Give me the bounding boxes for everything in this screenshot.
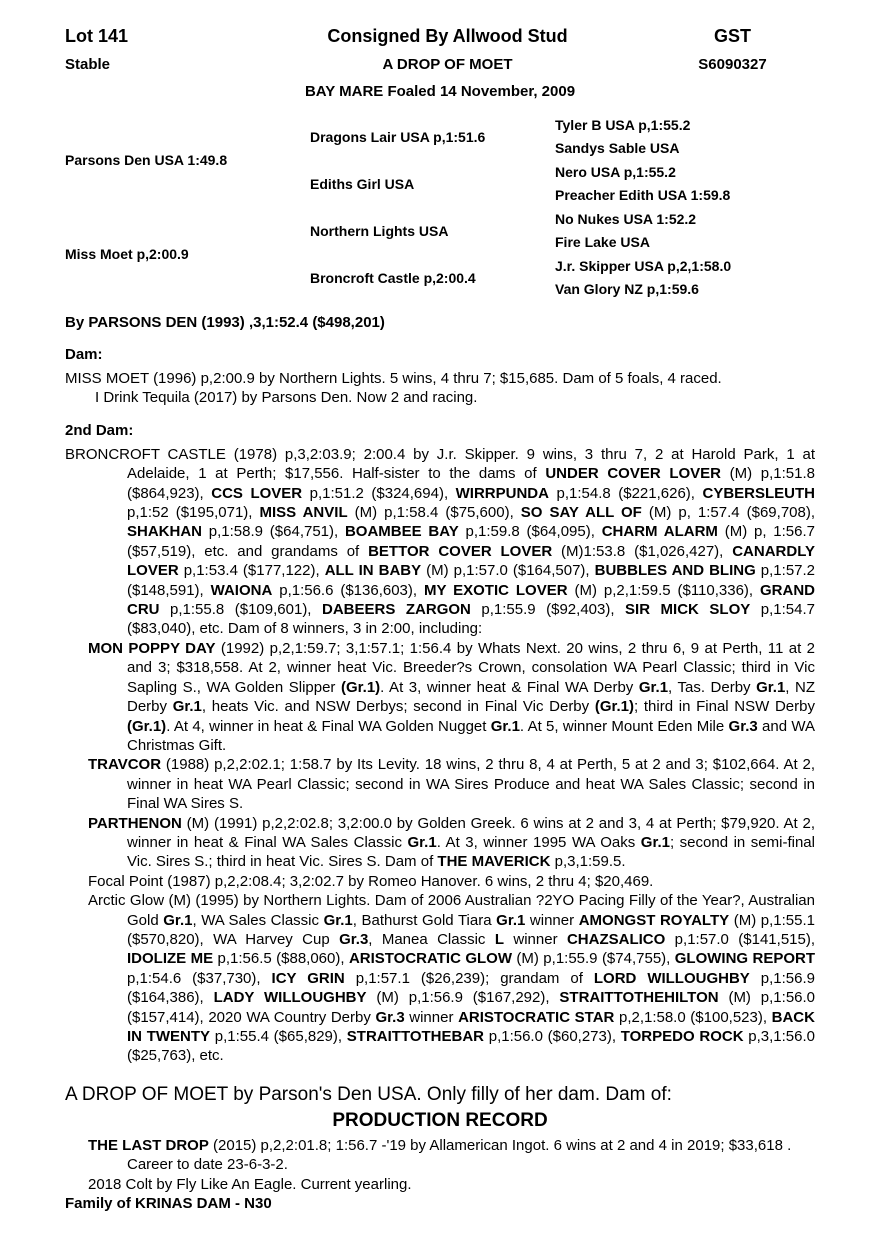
horse-name-bold: ARISTOCRATIC STAR xyxy=(458,1008,615,1026)
horse-name-bold: BOAMBEE BAY xyxy=(344,523,459,541)
horse-name-bold: MON POPPY DAY xyxy=(88,639,216,657)
second-dam-paragraph xyxy=(88,891,815,1066)
record-text: Focal Point (1987) p,2,2:08.4; 3,2:02.7 by Romeo Hanover. 6 wins, 2 thru 4; $20,469. xyxy=(88,872,654,890)
horse-name-bold: GRAND CRU xyxy=(127,581,816,619)
lot-number: Lot 141 xyxy=(65,26,129,46)
header-center xyxy=(245,26,650,73)
horse-name-bold: STRAITTOTHEHILTON xyxy=(559,989,719,1007)
horse-name-bold: LADY WILLOUGHBY xyxy=(213,989,367,1007)
horse-name-bold: (Gr.1) xyxy=(127,717,167,735)
horse-name-bold: SHAKHAN xyxy=(127,523,202,541)
record-text: p,1:57.1 ($26,239); grandam of xyxy=(344,969,594,987)
production-entry xyxy=(88,1175,815,1194)
record-text: p,1:57.0 ($141,515), xyxy=(665,930,816,948)
record-text: Arctic Glow (M) (1995) by Northern Lights. Dam of 2006 Australian ?2YO Pacing Filly of the Year?, Australian Gold xyxy=(88,892,815,929)
record-text: 2018 Colt by Fly Like An Eagle. Current yearling. xyxy=(88,1175,412,1193)
horse-name-bold: Gr.1 xyxy=(640,833,670,851)
pedigree-generation-3 xyxy=(555,113,815,301)
horse-name-bold: UNDER COVER LOVER xyxy=(545,465,721,483)
summary-line: A DROP OF MOET by Parson's Den USA. Only filly of her dam. Dam of: xyxy=(65,1083,672,1105)
record-text: p,1:56.6 ($136,603), xyxy=(272,581,424,599)
horse-name-bold: CCS LOVER xyxy=(211,484,303,502)
pedigree-ancestor-gen3: Van Glory NZ p,1:59.6 xyxy=(555,281,699,298)
pedigree-ancestor-gen2: Ediths Girl USA xyxy=(310,175,415,192)
pedigree-ancestor-gen3: Preacher Edith USA 1:59.8 xyxy=(555,187,731,204)
horse-name-bold: ARISTOCRATIC GLOW xyxy=(348,950,512,968)
horse-name-bold: STRAITTOTHEBAR xyxy=(346,1028,485,1045)
record-text: p,3,1:59.5. xyxy=(550,853,626,871)
record-text: . At 4, winner in heat & Final WA Golden Nugget xyxy=(166,717,491,735)
horse-name-bold: MY EXOTIC LOVER xyxy=(423,581,568,599)
record-text: p,1:53.4 ($177,122), xyxy=(178,562,325,580)
horse-name-bold: CYBERSLEUTH xyxy=(702,484,815,502)
record-text: , Bathurst Gold Tiara xyxy=(352,911,497,929)
pedigree-ancestor-gen2: Northern Lights USA xyxy=(310,222,449,239)
horse-name-bold: Gr.3 xyxy=(728,717,758,735)
horse-name-bold: AMONGST ROYALTY xyxy=(578,911,730,929)
horse-name-bold: PARTHENON xyxy=(88,814,182,832)
record-text: p,1:58.9 ($64,751), xyxy=(202,523,345,541)
production-entry xyxy=(88,1136,815,1175)
horse-name-bold: CHARM ALARM xyxy=(601,523,718,541)
horse-name-bold: GLOWING REPORT xyxy=(674,950,815,968)
header-right xyxy=(650,26,815,73)
horse-name-bold: DABEERS ZARGON xyxy=(322,601,471,619)
record-text: and WA Christmas Gift. xyxy=(127,717,815,754)
record-text: p,1:54.6 ($37,730), xyxy=(127,969,272,987)
record-text: p,1:56.9 ($164,386), xyxy=(127,969,815,1007)
record-text: . At 3, winner heat & Final WA Derby xyxy=(380,678,639,696)
horse-name-bold: ICY GRIN xyxy=(271,969,345,987)
record-text: . At 5, winner Mount Eden Mile xyxy=(519,717,729,735)
record-text: (1988) p,2,2:02.1; 1:58.7 by Its Levity. 18 wins, 2 thru 8, 4 at Perth, 5 at 2 and 3; $102,664. At 2, winner in heat WA Pearl Classic; second in WA Sires Produce and heat WA Sales Classic; second in Final WA Sires S. xyxy=(127,756,815,813)
record-text: ; third in Final NSW Derby xyxy=(634,698,815,716)
horse-name-bold: TORPEDO ROCK xyxy=(620,1028,744,1045)
horse-name-bold: THE LAST DROP xyxy=(88,1136,209,1154)
horse-name-bold: L xyxy=(494,930,504,948)
second-dam-paragraph xyxy=(88,872,815,891)
horse-name: A DROP OF MOET xyxy=(382,56,513,73)
record-text: , WA Sales Classic xyxy=(192,911,324,929)
horse-name-bold: Gr.3 xyxy=(375,1008,405,1026)
second-dam-heading: 2nd Dam: xyxy=(65,421,134,439)
pedigree-ancestor-gen3: Nero USA p,1:55.2 xyxy=(555,163,676,180)
horse-name-bold: IDOLIZE ME xyxy=(127,950,214,968)
record-text: p,1:55.8 ($109,601), xyxy=(159,601,322,619)
pedigree-table xyxy=(65,113,815,301)
record-text: p,1:56.0 ($60,273), xyxy=(484,1028,621,1045)
record-text: (M) p, 1:56.7 ($57,519), etc. and grandams of xyxy=(127,523,815,560)
record-text: (M) p,1:56.0 ($157,414), 2020 WA Country Derby xyxy=(127,989,816,1026)
second-dam-paragraph xyxy=(65,445,815,639)
foaled-line: BAY MARE Foaled 14 November, 2009 xyxy=(304,83,576,100)
horse-name-bold: Gr.3 xyxy=(339,930,369,948)
horse-name-bold: ALL IN BABY xyxy=(324,562,422,580)
pedigree-ancestor-gen2: Broncroft Castle p,2:00.4 xyxy=(310,269,476,286)
horse-name-bold: CHAZSALICO xyxy=(566,930,666,948)
horse-name-bold: Gr.1 xyxy=(638,678,669,696)
record-text: (1992) p,2,1:59.7; 3,1:57.1; 1:56.4 by Whats Next. 20 wins, 2 thru 6, 9 at Perth, 11 at 2 and 3; $318,558. At 2, winner heat Vic. Breeder?s Crown, consolation WA Pearl Classic; third in Vic Sapling S., WA Golden Slipper xyxy=(127,639,815,696)
horse-name-bold: BETTOR COVER LOVER xyxy=(368,542,553,560)
pedigree-ancestor-gen2: Dragons Lair USA p,1:51.6 xyxy=(310,128,486,145)
record-text: p,2,1:58.0 ($100,523), xyxy=(614,1008,772,1026)
record-text: p,1:56.5 ($88,060), xyxy=(213,950,349,968)
pedigree-ancestor-gen1: Miss Moet p,2:00.9 xyxy=(65,246,189,262)
family-line: Family of KRINAS DAM - N30 xyxy=(65,1195,272,1213)
record-text: ; second in semi-final Vic. Sires S.; third in heat Vic. Sires S. Dam of xyxy=(127,833,815,871)
stable-label: Stable xyxy=(65,56,111,73)
second-dam-paragraph xyxy=(88,755,815,813)
horse-name-bold: Gr.1 xyxy=(407,833,437,851)
horse-name-bold: (Gr.1) xyxy=(340,678,381,696)
horse-name-bold: Gr.1 xyxy=(496,911,526,929)
record-text: p,1:54.8 ($221,626), xyxy=(548,484,703,502)
page-header xyxy=(65,26,815,73)
horse-name-bold: WIRRPUNDA xyxy=(455,484,549,502)
record-text: p,1:59.8 ($64,095), xyxy=(458,523,602,541)
record-text: p,1:55.4 ($65,829), xyxy=(210,1028,347,1045)
pedigree-ancestor-gen3: Fire Lake USA xyxy=(555,234,650,251)
record-text: (M) p,2,1:59.5 ($110,336), xyxy=(567,581,761,599)
horse-name-bold: MISS ANVIL xyxy=(259,504,348,522)
horse-name-bold: Gr.1 xyxy=(756,678,786,696)
record-text: (M) p,1:51.8 ($864,923), xyxy=(127,465,815,502)
record-text: , Manea Classic xyxy=(368,930,495,948)
horse-name-bold: BACK IN TWENTY xyxy=(127,1008,815,1045)
dam-section xyxy=(65,369,815,408)
consignor-title: Consigned By Allwood Stud xyxy=(327,26,568,46)
record-text: , Tas. Derby xyxy=(668,678,757,696)
registration-number: S6090327 xyxy=(698,56,767,73)
horse-name-bold: WAIONA xyxy=(210,581,273,599)
record-text: p,3,1:56.0 ($25,763), etc. xyxy=(127,1028,815,1065)
second-dam-paragraph xyxy=(88,639,815,755)
record-text: winner xyxy=(525,911,579,929)
horse-name-bold: Gr.1 xyxy=(163,911,193,929)
record-text: , heats Vic. and NSW Derbys; second in Final Vic Derby xyxy=(201,698,595,716)
horse-name-bold: CANARDLY LOVER xyxy=(127,542,815,580)
sire-by-line: By PARSONS DEN (1993) ,3,1:52.4 ($498,201) xyxy=(65,314,385,331)
horse-name-bold: LORD WILLOUGHBY xyxy=(593,969,750,987)
horse-name-bold: SO SAY ALL OF xyxy=(520,504,642,522)
record-text: (M) p, 1:57.4 ($69,708), xyxy=(641,504,816,522)
horse-name-bold: SIR MICK SLOY xyxy=(625,601,751,619)
pedigree-ancestor-gen1: Parsons Den USA 1:49.8 xyxy=(65,152,228,168)
pedigree-generation-2 xyxy=(310,113,555,301)
record-text: . At 3, winner 1995 WA Oaks xyxy=(436,833,641,851)
record-text: , NZ Derby xyxy=(127,678,816,716)
pedigree-ancestor-gen3: No Nukes USA 1:52.2 xyxy=(555,210,697,227)
horse-name-bold: Gr.1 xyxy=(490,717,520,735)
dam-foal-line: I Drink Tequila (2017) by Parsons Den. Now 2 and racing. xyxy=(95,389,478,407)
record-text: winner xyxy=(404,1008,459,1026)
dam-record-line: MISS MOET (1996) p,2:00.9 by Northern Lights. 5 wins, 4 thru 7; $15,685. Dam of 5 foals, 4 raced. xyxy=(65,370,722,387)
second-dam-section xyxy=(65,445,815,1066)
record-text: (M) p,1:55.1 ($570,820), WA Harvey Cup xyxy=(127,911,815,948)
pedigree-generation-1 xyxy=(65,113,310,301)
production-record-section xyxy=(65,1136,815,1194)
horse-name-bold: BUBBLES AND BLING xyxy=(594,562,756,580)
header-left xyxy=(65,26,245,73)
record-text: (M) p,1:58.4 ($75,600), xyxy=(347,504,521,522)
production-record-heading: PRODUCTION RECORD xyxy=(332,1109,548,1131)
record-text: winner xyxy=(504,930,567,948)
record-text: p,1:51.2 ($324,694), xyxy=(302,484,456,502)
horse-name-bold: (Gr.1) xyxy=(594,698,635,716)
second-dam-paragraph xyxy=(88,814,815,872)
record-text: p,1:54.7 ($83,040), etc. Dam of 8 winners, 3 in 2:00, including: xyxy=(127,601,815,638)
pedigree-ancestor-gen3: Sandys Sable USA xyxy=(555,140,680,157)
record-text: p,1:52 ($195,071), xyxy=(127,504,260,522)
record-text: (M) p,1:55.9 ($74,755), xyxy=(511,950,675,968)
pedigree-ancestor-gen3: J.r. Skipper USA p,2,1:58.0 xyxy=(555,257,732,274)
record-text: (M) p,1:56.9 ($167,292), xyxy=(366,989,560,1007)
record-text: (2015) p,2,2:01.8; 1:56.7 -'19 by Allamerican Ingot. 6 wins at 2 and 4 in 2019; $33,618 . Career to date 23-6-3-2. xyxy=(127,1136,792,1174)
gst-label: GST xyxy=(713,26,751,46)
horse-name-bold: THE MAVERICK xyxy=(437,853,551,871)
horse-name-bold: Gr.1 xyxy=(172,698,202,716)
horse-name-bold: Gr.1 xyxy=(323,911,353,929)
record-text: (M) p,1:57.0 ($164,507), xyxy=(421,562,595,580)
record-text: (M) (1991) p,2,2:02.8; 3,2:00.0 by Golden Greek. 6 wins at 2 and 3, 4 at Perth; $79,920. At 2, winner in heat & Final WA Sales Classic xyxy=(127,814,815,851)
record-text: p,1:55.9 ($92,403), xyxy=(470,601,626,619)
dam-heading: Dam: xyxy=(65,346,103,363)
record-text: p,1:57.2 ($148,591), xyxy=(127,562,816,599)
horse-name-bold: TRAVCOR xyxy=(88,756,162,774)
record-text: (M)1:53.8 ($1,026,427), xyxy=(552,542,733,560)
record-text: BRONCROFT CASTLE (1978) p,3,2:03.9; 2:00.4 by J.r. Skipper. 9 wins, 3 thru 7, 2 at Harold Park, 1 at Adelaide, 1 at Perth; $17,556. Half-sister to the dams of xyxy=(65,445,815,483)
pedigree-ancestor-gen3: Tyler B USA p,1:55.2 xyxy=(555,116,691,133)
